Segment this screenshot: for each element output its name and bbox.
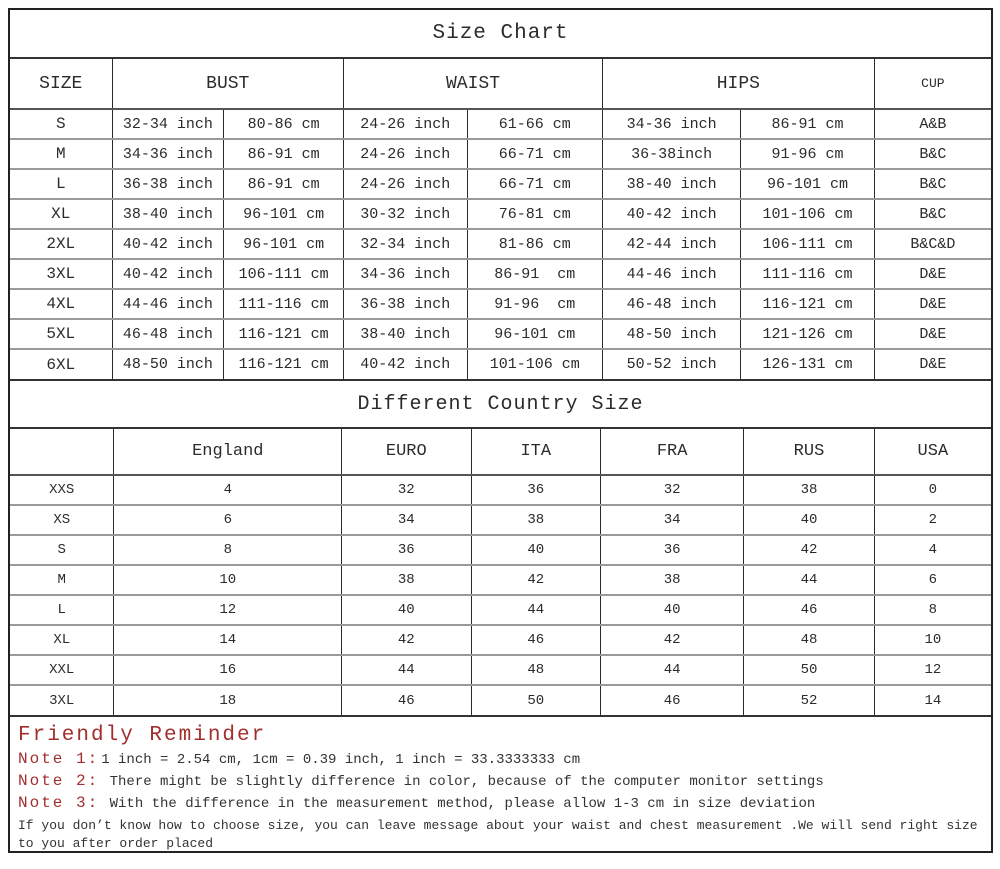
cell-bust-inch: 32-34 inch [112, 109, 224, 139]
cell-country-size-label: 3XL [49, 692, 75, 709]
cell-hips-cm: 86-91 cm [741, 109, 874, 139]
cell-fra: 42 [601, 625, 744, 655]
cell-size-label: 5XL [10, 319, 112, 349]
cell-country-size-label: M [10, 565, 114, 595]
size-table-row [10, 259, 991, 289]
cell-usa: 10 [874, 625, 991, 655]
cell-england: 16 [114, 655, 342, 685]
header-waist: WAIST [344, 59, 603, 109]
note-line [18, 795, 983, 813]
cell-bust-cm: 111-116 cm [224, 289, 344, 319]
cell-england: 4 [114, 475, 342, 505]
note-text: 1 inch = 2.54 cm, 1cm = 0.39 inch, 1 inch = 33.3333333 cm [101, 752, 581, 768]
country-table-row [10, 685, 991, 715]
header-hips: HIPS [602, 59, 874, 109]
cell-rus: 42 [744, 535, 874, 565]
cell-hips-inch: 46-48 inch [602, 289, 740, 319]
country-table-row [10, 475, 991, 505]
cell-hips-cm: 106-111 cm [741, 229, 874, 259]
cell-bust-cm: 86-91 cm [224, 169, 344, 199]
cell-waist-cm: 76-81 cm [467, 199, 602, 229]
cell-fra: 38 [601, 565, 744, 595]
cell-england: 12 [114, 595, 342, 625]
cell-england: 8 [114, 535, 342, 565]
cell-bust-inch: 40-42 inch [112, 259, 224, 289]
cell-hips-inch: 38-40 inch [602, 169, 740, 199]
size-table-row [10, 199, 991, 229]
cell-country-size-label: XL [10, 625, 114, 655]
cell-rus: 46 [744, 595, 874, 625]
cell-euro: 40 [342, 595, 471, 625]
cell-euro: 36 [342, 535, 471, 565]
cell-fra: 36 [601, 535, 744, 565]
cell-ita: 40 [471, 535, 600, 565]
note-text: There might be slightly difference in color, because of the computer monitor settings [101, 774, 824, 790]
cell-bust-inch: 34-36 inch [112, 139, 224, 169]
size-chart-sheet [8, 8, 993, 853]
cell-hips-cm: 126-131 cm [741, 349, 874, 379]
cell-country-size-label: XXL [10, 655, 114, 685]
country-table-row [10, 565, 991, 595]
country-table-row [10, 535, 991, 565]
cell-cup: D&E [874, 259, 991, 289]
cell-ita: 50 [471, 685, 600, 715]
header-country-size [10, 429, 114, 475]
cell-england: 18 [114, 685, 342, 715]
cell-size-label: 2XL [10, 229, 112, 259]
cell-euro: 32 [342, 475, 471, 505]
header-cup: CUP [874, 59, 991, 109]
cell-bust-cm: 116-121 cm [224, 349, 344, 379]
cell-size-label: 4XL [10, 289, 112, 319]
cell-waist-inch: 24-26 inch [344, 109, 468, 139]
cell-hips-inch: 36-38inch [602, 139, 740, 169]
cell-usa: 0 [874, 475, 991, 505]
cell-fra: 44 [601, 655, 744, 685]
country-table-row [10, 655, 991, 685]
size-table-header-row [10, 59, 991, 109]
cell-waist-inch: 32-34 inch [344, 229, 468, 259]
cell-waist-inch: 38-40 inch [344, 319, 468, 349]
size-table-row [10, 229, 991, 259]
cell-bust-inch: 48-50 inch [112, 349, 224, 379]
size-chart-table [10, 59, 991, 379]
country-table-row [10, 625, 991, 655]
header-usa: USA [874, 429, 991, 475]
cell-bust-cm: 106-111 cm [224, 259, 344, 289]
note-line [18, 751, 983, 769]
cell-waist-inch: 30-32 inch [344, 199, 468, 229]
cell-hips-cm: 91-96 cm [741, 139, 874, 169]
cell-usa: 6 [874, 565, 991, 595]
cell-usa: 4 [874, 535, 991, 565]
cell-waist-cm: 101-106 cm [467, 349, 602, 379]
cell-usa: 14 [874, 685, 991, 715]
cell-waist-cm: 66-71 cm [467, 139, 602, 169]
size-chart-title: Size Chart [10, 10, 991, 59]
cell-england: 10 [114, 565, 342, 595]
header-euro: EURO [342, 429, 471, 475]
cell-euro: 44 [342, 655, 471, 685]
cell-hips-cm: 116-121 cm [741, 289, 874, 319]
cell-euro: 42 [342, 625, 471, 655]
cell-bust-inch: 40-42 inch [112, 229, 224, 259]
cell-england: 6 [114, 505, 342, 535]
cell-hips-cm: 96-101 cm [741, 169, 874, 199]
cell-country-size-label: XXS [10, 475, 114, 505]
country-size-title: Different Country Size [10, 379, 991, 429]
country-table-header-row [10, 429, 991, 475]
cell-waist-inch: 40-42 inch [344, 349, 468, 379]
country-table-row [10, 595, 991, 625]
cell-rus: 48 [744, 625, 874, 655]
cell-cup: B&C [874, 169, 991, 199]
cell-waist-cm: 66-71 cm [467, 169, 602, 199]
cell-size-label: 3XL [10, 259, 112, 289]
cell-size-label: L [10, 169, 112, 199]
cell-ita: 38 [471, 505, 600, 535]
cell-bust-cm: 96-101 cm [224, 229, 344, 259]
cell-bust-cm: 86-91 cm [224, 139, 344, 169]
size-table-row [10, 169, 991, 199]
cell-waist-inch: 24-26 inch [344, 139, 468, 169]
cell-size-label: S [10, 109, 112, 139]
cell-cup: D&E [874, 319, 991, 349]
cell-cup: B&C [874, 139, 991, 169]
cell-euro: 34 [342, 505, 471, 535]
cell-rus: 40 [744, 505, 874, 535]
notes-footer: If you don’t know how to choose size, you can leave message about your waist and chest measurement .We will send right size to you after order placed [18, 818, 978, 851]
notes-section [10, 715, 991, 853]
cell-usa: 2 [874, 505, 991, 535]
friendly-reminder-heading: Friendly Reminder [18, 724, 267, 747]
header-size: SIZE [10, 59, 112, 109]
cell-hips-inch: 48-50 inch [602, 319, 740, 349]
cell-hips-inch: 40-42 inch [602, 199, 740, 229]
cell-size-label: 6XL [46, 355, 76, 374]
note-label: Note 3: [18, 794, 100, 812]
cell-bust-cm: 116-121 cm [224, 319, 344, 349]
cell-cup: A&B [874, 109, 991, 139]
header-rus: RUS [744, 429, 874, 475]
cell-usa: 12 [874, 655, 991, 685]
cell-euro: 46 [342, 685, 471, 715]
cell-bust-inch: 36-38 inch [112, 169, 224, 199]
header-fra: FRA [601, 429, 744, 475]
note-label: Note 1: [18, 750, 100, 768]
cell-waist-inch: 34-36 inch [344, 259, 468, 289]
cell-hips-cm: 111-116 cm [741, 259, 874, 289]
note-label: Note 2: [18, 772, 100, 790]
cell-hips-inch: 34-36 inch [602, 109, 740, 139]
country-size-table [10, 429, 991, 715]
cell-waist-cm: 81-86 cm [467, 229, 602, 259]
cell-rus: 50 [744, 655, 874, 685]
cell-cup: B&C&D [874, 229, 991, 259]
size-table-row [10, 139, 991, 169]
note-text: With the difference in the measurement method, please allow 1-3 cm in size deviation [101, 796, 816, 812]
cell-ita: 44 [471, 595, 600, 625]
cell-waist-cm: 96-101 cm [467, 319, 602, 349]
cell-bust-inch: 46-48 inch [112, 319, 224, 349]
note-line [18, 773, 983, 791]
cell-hips-inch: 44-46 inch [602, 259, 740, 289]
cell-country-size-label: XS [10, 505, 114, 535]
size-table-row [10, 289, 991, 319]
cell-hips-inch: 42-44 inch [602, 229, 740, 259]
cell-country-size-label: L [10, 595, 114, 625]
cell-fra: 34 [601, 505, 744, 535]
cell-ita: 42 [471, 565, 600, 595]
cell-bust-cm: 96-101 cm [224, 199, 344, 229]
cell-waist-inch: 36-38 inch [344, 289, 468, 319]
cell-usa: 8 [874, 595, 991, 625]
cell-england: 14 [114, 625, 342, 655]
header-ita: ITA [471, 429, 600, 475]
cell-waist-inch: 24-26 inch [344, 169, 468, 199]
size-table-row [10, 109, 991, 139]
cell-waist-cm: 61-66 cm [467, 109, 602, 139]
header-bust: BUST [112, 59, 344, 109]
cell-fra: 46 [601, 685, 744, 715]
cell-hips-inch: 50-52 inch [602, 349, 740, 379]
header-england: England [114, 429, 342, 475]
cell-country-size-label: S [10, 535, 114, 565]
size-table-row [10, 349, 991, 379]
cell-bust-cm: 80-86 cm [224, 109, 344, 139]
cell-rus: 44 [744, 565, 874, 595]
size-table-row [10, 319, 991, 349]
cell-ita: 48 [471, 655, 600, 685]
cell-fra: 40 [601, 595, 744, 625]
cell-waist-cm: 91-96 cm [467, 289, 602, 319]
cell-size-label: M [10, 139, 112, 169]
cell-waist-cm: 86-91 cm [467, 259, 602, 289]
cell-cup: D&E [874, 289, 991, 319]
cell-ita: 36 [471, 475, 600, 505]
cell-ita: 46 [471, 625, 600, 655]
cell-cup: B&C [874, 199, 991, 229]
cell-rus: 52 [744, 685, 874, 715]
cell-bust-inch: 44-46 inch [112, 289, 224, 319]
cell-size-label: XL [10, 199, 112, 229]
cell-rus: 38 [744, 475, 874, 505]
country-table-row [10, 505, 991, 535]
cell-bust-inch: 38-40 inch [112, 199, 224, 229]
cell-hips-cm: 101-106 cm [741, 199, 874, 229]
cell-euro: 38 [342, 565, 471, 595]
cell-fra: 32 [601, 475, 744, 505]
cell-cup: D&E [874, 349, 991, 379]
cell-hips-cm: 121-126 cm [741, 319, 874, 349]
